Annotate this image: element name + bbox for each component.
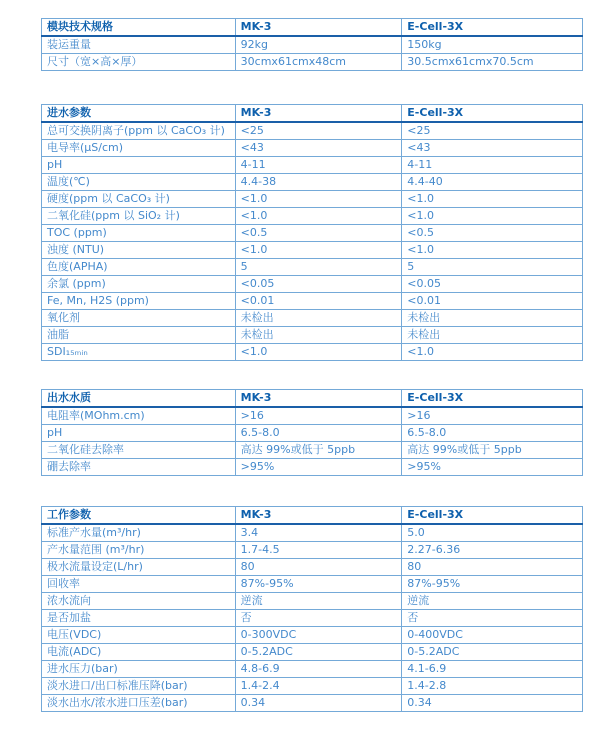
parameter-label: 余氯 (ppm) bbox=[42, 276, 236, 293]
parameter-value: <1.0 bbox=[402, 344, 583, 361]
parameter-value: <0.05 bbox=[402, 276, 583, 293]
parameter-label: 浓水流向 bbox=[42, 593, 236, 610]
table-row bbox=[42, 627, 583, 644]
table-row bbox=[42, 327, 583, 344]
parameter-value: 1.7-4.5 bbox=[235, 542, 402, 559]
parameter-value: 0.34 bbox=[235, 695, 402, 712]
table-row bbox=[42, 610, 583, 627]
parameter-value: >16 bbox=[402, 407, 583, 425]
column-header: E-Cell-3X bbox=[402, 105, 583, 123]
parameter-label: 产水量范围 (m³/hr) bbox=[42, 542, 236, 559]
parameter-value: 0-5.2ADC bbox=[402, 644, 583, 661]
parameter-value: <43 bbox=[235, 140, 402, 157]
parameter-value: 否 bbox=[402, 610, 583, 627]
column-header: E-Cell-3X bbox=[402, 390, 583, 408]
parameter-value: 4.4-40 bbox=[402, 174, 583, 191]
parameter-value: <1.0 bbox=[235, 242, 402, 259]
parameter-label: 硬度(ppm 以 CaCO₃ 计) bbox=[42, 191, 236, 208]
table-row bbox=[42, 122, 583, 140]
table-title: 模块技术规格 bbox=[42, 19, 236, 37]
parameter-value: 4.1-6.9 bbox=[402, 661, 583, 678]
parameter-label: 总可交换阴离子(ppm 以 CaCO₃ 计) bbox=[42, 122, 236, 140]
table-row bbox=[42, 174, 583, 191]
product-water-quality-table bbox=[41, 389, 583, 476]
table-header-row bbox=[42, 19, 583, 37]
parameter-value: >16 bbox=[235, 407, 402, 425]
parameter-label: 淡水出水/浓水进口压差(bar) bbox=[42, 695, 236, 712]
parameter-value: 5 bbox=[402, 259, 583, 276]
table-row bbox=[42, 593, 583, 610]
operating-parameters-table bbox=[41, 506, 583, 712]
parameter-value: 0-5.2ADC bbox=[235, 644, 402, 661]
module-specs-table bbox=[41, 18, 583, 71]
table-row bbox=[42, 678, 583, 695]
parameter-value: <0.01 bbox=[235, 293, 402, 310]
parameter-value: 3.4 bbox=[235, 524, 402, 542]
table-row bbox=[42, 225, 583, 242]
parameter-label: 回收率 bbox=[42, 576, 236, 593]
parameter-value: 0.34 bbox=[402, 695, 583, 712]
parameter-value: 5 bbox=[235, 259, 402, 276]
parameter-label: 浊度 (NTU) bbox=[42, 242, 236, 259]
column-header: E-Cell-3X bbox=[402, 507, 583, 525]
parameter-label: 装运重量 bbox=[42, 36, 236, 54]
parameter-value: <1.0 bbox=[235, 191, 402, 208]
table-row bbox=[42, 191, 583, 208]
parameter-value: 4-11 bbox=[402, 157, 583, 174]
parameter-label: 电导率(μS/cm) bbox=[42, 140, 236, 157]
table-row bbox=[42, 695, 583, 712]
parameter-label: 色度(APHA) bbox=[42, 259, 236, 276]
parameter-value: 未检出 bbox=[235, 310, 402, 327]
column-header: E-Cell-3X bbox=[402, 19, 583, 37]
parameter-label: 淡水进口/出口标准压降(bar) bbox=[42, 678, 236, 695]
table-header-row bbox=[42, 390, 583, 408]
feed-water-parameters-table bbox=[41, 104, 583, 361]
parameter-value: >95% bbox=[235, 459, 402, 476]
parameter-value: 逆流 bbox=[402, 593, 583, 610]
table-row bbox=[42, 208, 583, 225]
column-header: MK-3 bbox=[235, 390, 402, 408]
parameter-value: 2.27-6.36 bbox=[402, 542, 583, 559]
parameter-value: 92kg bbox=[235, 36, 402, 54]
table-row bbox=[42, 559, 583, 576]
table-row bbox=[42, 576, 583, 593]
parameter-value: <1.0 bbox=[402, 242, 583, 259]
parameter-value: <43 bbox=[402, 140, 583, 157]
parameter-value: 5.0 bbox=[402, 524, 583, 542]
parameter-value: <25 bbox=[402, 122, 583, 140]
parameter-label: 电阻率(MOhm.cm) bbox=[42, 407, 236, 425]
parameter-label: 温度(℃) bbox=[42, 174, 236, 191]
parameter-value: 1.4-2.4 bbox=[235, 678, 402, 695]
parameter-label: 进水压力(bar) bbox=[42, 661, 236, 678]
parameter-label: pH bbox=[42, 425, 236, 442]
parameter-value: 未检出 bbox=[402, 327, 583, 344]
parameter-value: 30.5cmx61cmx70.5cm bbox=[402, 54, 583, 71]
table-title: 进水参数 bbox=[42, 105, 236, 123]
parameter-label: 标准产水量(m³/hr) bbox=[42, 524, 236, 542]
parameter-label: 电流(ADC) bbox=[42, 644, 236, 661]
parameter-value: <1.0 bbox=[235, 344, 402, 361]
table-title: 工作参数 bbox=[42, 507, 236, 525]
parameter-value: 高达 99%或低于 5ppb bbox=[235, 442, 402, 459]
parameter-value: 4.8-6.9 bbox=[235, 661, 402, 678]
column-header: MK-3 bbox=[235, 507, 402, 525]
table-header-row bbox=[42, 507, 583, 525]
table-title: 出水水质 bbox=[42, 390, 236, 408]
parameter-value: 80 bbox=[402, 559, 583, 576]
parameter-value: 逆流 bbox=[235, 593, 402, 610]
parameter-value: 0-400VDC bbox=[402, 627, 583, 644]
table-row bbox=[42, 36, 583, 54]
table-row bbox=[42, 242, 583, 259]
parameter-label: 硼去除率 bbox=[42, 459, 236, 476]
table-row bbox=[42, 157, 583, 174]
parameter-label: SDI₁₅ₘᵢₙ bbox=[42, 344, 236, 361]
parameter-value: 30cmx61cmx48cm bbox=[235, 54, 402, 71]
parameter-value: 80 bbox=[235, 559, 402, 576]
parameter-value: <1.0 bbox=[402, 191, 583, 208]
table-row bbox=[42, 293, 583, 310]
parameter-label: 极水流量设定(L/hr) bbox=[42, 559, 236, 576]
parameter-label: 氧化剂 bbox=[42, 310, 236, 327]
table-row bbox=[42, 542, 583, 559]
table-row bbox=[42, 644, 583, 661]
parameter-value: <1.0 bbox=[235, 208, 402, 225]
parameter-value: 高达 99%或低于 5ppb bbox=[402, 442, 583, 459]
table-row bbox=[42, 661, 583, 678]
parameter-value: 1.4-2.8 bbox=[402, 678, 583, 695]
parameter-value: 4.4-38 bbox=[235, 174, 402, 191]
parameter-label: 二氧化硅去除率 bbox=[42, 442, 236, 459]
parameter-label: 油脂 bbox=[42, 327, 236, 344]
column-header: MK-3 bbox=[235, 105, 402, 123]
table-row bbox=[42, 276, 583, 293]
table-row bbox=[42, 459, 583, 476]
parameter-value: 150kg bbox=[402, 36, 583, 54]
table-row bbox=[42, 140, 583, 157]
table-row bbox=[42, 310, 583, 327]
table-row bbox=[42, 259, 583, 276]
parameter-label: 电压(VDC) bbox=[42, 627, 236, 644]
parameter-value: 未检出 bbox=[235, 327, 402, 344]
parameter-label: 二氧化硅(ppm 以 SiO₂ 计) bbox=[42, 208, 236, 225]
parameter-value: 否 bbox=[235, 610, 402, 627]
parameter-value: <1.0 bbox=[402, 208, 583, 225]
table-header-row bbox=[42, 105, 583, 123]
column-header: MK-3 bbox=[235, 19, 402, 37]
table-row bbox=[42, 344, 583, 361]
table-row bbox=[42, 524, 583, 542]
table-row bbox=[42, 407, 583, 425]
parameter-value: >95% bbox=[402, 459, 583, 476]
parameter-value: 87%-95% bbox=[235, 576, 402, 593]
parameter-value: 6.5-8.0 bbox=[402, 425, 583, 442]
table-row bbox=[42, 442, 583, 459]
parameter-label: pH bbox=[42, 157, 236, 174]
parameter-value: <25 bbox=[235, 122, 402, 140]
parameter-value: 87%-95% bbox=[402, 576, 583, 593]
parameter-value: <0.01 bbox=[402, 293, 583, 310]
table-row bbox=[42, 425, 583, 442]
parameter-label: TOC (ppm) bbox=[42, 225, 236, 242]
parameter-label: 是否加盐 bbox=[42, 610, 236, 627]
parameter-label: 尺寸（宽×高×厚） bbox=[42, 54, 236, 71]
parameter-value: <0.5 bbox=[402, 225, 583, 242]
parameter-value: 6.5-8.0 bbox=[235, 425, 402, 442]
parameter-value: 未检出 bbox=[402, 310, 583, 327]
parameter-value: <0.05 bbox=[235, 276, 402, 293]
parameter-value: <0.5 bbox=[235, 225, 402, 242]
table-row bbox=[42, 54, 583, 71]
parameter-value: 4-11 bbox=[235, 157, 402, 174]
parameter-label: Fe, Mn, H2S (ppm) bbox=[42, 293, 236, 310]
parameter-value: 0-300VDC bbox=[235, 627, 402, 644]
